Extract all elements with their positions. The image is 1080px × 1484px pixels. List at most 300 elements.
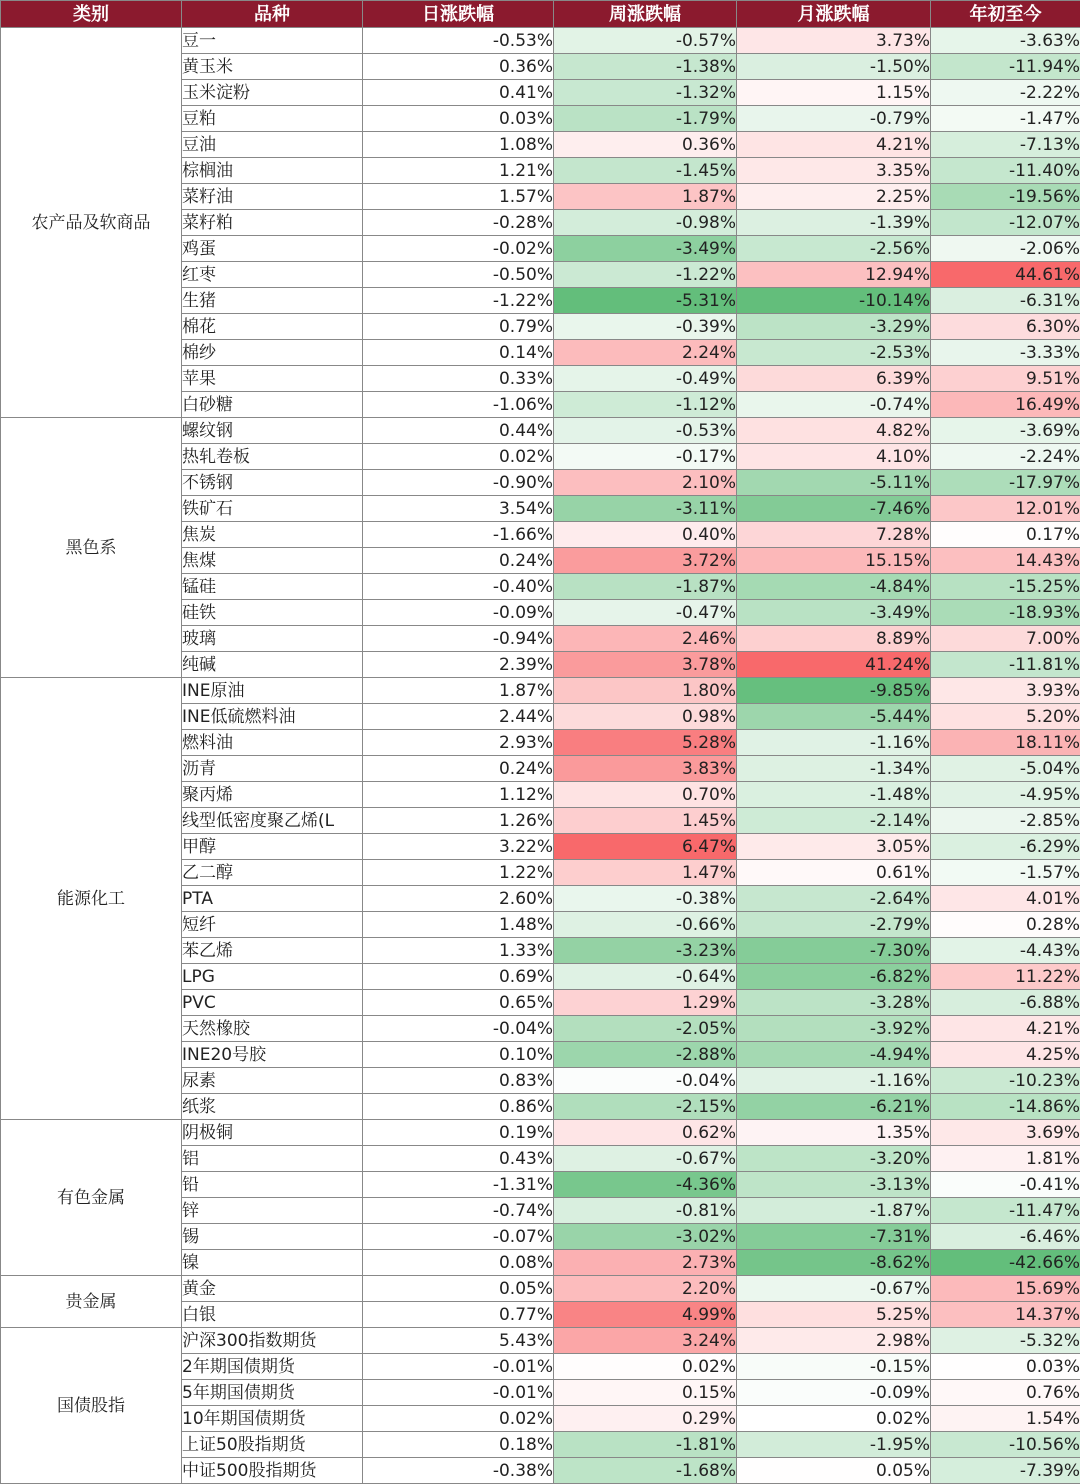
weekly-change-cell: -0.38% [554,886,737,912]
weekly-change-cell: 0.29% [554,1406,737,1432]
weekly-change-cell: -0.39% [554,314,737,340]
ytd-change-cell: -1.57% [931,860,1080,886]
ytd-change-cell: -12.07% [931,210,1080,236]
monthly-change-cell: 7.28% [737,522,931,548]
ytd-change-cell: -4.95% [931,782,1080,808]
ytd-change-cell: -11.47% [931,1198,1080,1224]
weekly-change-cell: 2.73% [554,1250,737,1276]
monthly-change-cell: -4.84% [737,574,931,600]
variety-cell: 玉米淀粉 [182,80,363,106]
daily-change-cell: -0.50% [363,262,554,288]
weekly-change-cell: -3.11% [554,496,737,522]
daily-change-cell: 1.21% [363,158,554,184]
daily-change-cell: 0.02% [363,1406,554,1432]
weekly-change-cell: -1.38% [554,54,737,80]
monthly-change-cell: -1.95% [737,1432,931,1458]
ytd-change-cell: -3.33% [931,340,1080,366]
daily-change-cell: -0.01% [363,1354,554,1380]
ytd-change-cell: -11.40% [931,158,1080,184]
daily-change-cell: 0.14% [363,340,554,366]
ytd-change-cell: -3.63% [931,28,1080,54]
ytd-change-cell: 0.28% [931,912,1080,938]
monthly-change-cell: 0.61% [737,860,931,886]
weekly-change-cell: -5.31% [554,288,737,314]
category-cell: 国债股指 [1,1328,182,1484]
monthly-change-cell: 1.35% [737,1120,931,1146]
weekly-change-cell: 1.80% [554,678,737,704]
weekly-change-cell: -1.87% [554,574,737,600]
weekly-change-cell: -0.98% [554,210,737,236]
weekly-change-cell: 0.98% [554,704,737,730]
ytd-change-cell: -18.93% [931,600,1080,626]
ytd-change-cell: 14.37% [931,1302,1080,1328]
ytd-change-cell: -19.56% [931,184,1080,210]
monthly-change-cell: -6.82% [737,964,931,990]
monthly-change-cell: -0.67% [737,1276,931,1302]
daily-change-cell: 3.54% [363,496,554,522]
weekly-change-cell: -1.45% [554,158,737,184]
daily-change-cell: 1.12% [363,782,554,808]
daily-change-cell: 0.41% [363,80,554,106]
variety-cell: 铁矿石 [182,496,363,522]
category-cell: 有色金属 [1,1120,182,1276]
ytd-change-cell: -5.04% [931,756,1080,782]
weekly-change-cell: 0.36% [554,132,737,158]
monthly-change-cell: 3.05% [737,834,931,860]
header-ytd-change[interactable]: 年初至今 [931,1,1080,28]
variety-cell: 菜籽粕 [182,210,363,236]
category-cell: 能源化工 [1,678,182,1120]
weekly-change-cell: -1.12% [554,392,737,418]
variety-cell: 阴极铜 [182,1120,363,1146]
variety-cell: 黄玉米 [182,54,363,80]
ytd-change-cell: 3.93% [931,678,1080,704]
header-weekly-change[interactable]: 周涨跌幅 [554,1,737,28]
category-cell: 农产品及软商品 [1,28,182,418]
daily-change-cell: -0.07% [363,1224,554,1250]
category-cell: 贵金属 [1,1276,182,1328]
weekly-change-cell: -2.88% [554,1042,737,1068]
ytd-change-cell: -10.56% [931,1432,1080,1458]
daily-change-cell: 0.43% [363,1146,554,1172]
weekly-change-cell: -3.49% [554,236,737,262]
table-row [1,418,1080,444]
weekly-change-cell: 3.24% [554,1328,737,1354]
monthly-change-cell: -3.20% [737,1146,931,1172]
variety-cell: 豆一 [182,28,363,54]
monthly-change-cell: -3.49% [737,600,931,626]
monthly-change-cell: 15.15% [737,548,931,574]
monthly-change-cell: -1.87% [737,1198,931,1224]
ytd-change-cell: 16.49% [931,392,1080,418]
monthly-change-cell: -2.56% [737,236,931,262]
ytd-change-cell: -7.13% [931,132,1080,158]
weekly-change-cell: 1.29% [554,990,737,1016]
header-daily-change[interactable]: 日涨跌幅 [363,1,554,28]
daily-change-cell: -0.90% [363,470,554,496]
monthly-change-cell: -9.85% [737,678,931,704]
ytd-change-cell: -1.47% [931,106,1080,132]
variety-cell: 沥青 [182,756,363,782]
weekly-change-cell: 3.83% [554,756,737,782]
ytd-change-cell: -0.41% [931,1172,1080,1198]
weekly-change-cell: 3.72% [554,548,737,574]
daily-change-cell: 0.44% [363,418,554,444]
variety-cell: PVC [182,990,363,1016]
weekly-change-cell: 4.99% [554,1302,737,1328]
weekly-change-cell: -2.05% [554,1016,737,1042]
daily-change-cell: 3.22% [363,834,554,860]
monthly-change-cell: -1.50% [737,54,931,80]
variety-cell: 线型低密度聚乙烯(L [182,808,363,834]
variety-cell: 黄金 [182,1276,363,1302]
variety-cell: 苹果 [182,366,363,392]
monthly-change-cell: -7.30% [737,938,931,964]
variety-cell: 镍 [182,1250,363,1276]
ytd-change-cell: 1.54% [931,1406,1080,1432]
variety-cell: 铝 [182,1146,363,1172]
daily-change-cell: 0.19% [363,1120,554,1146]
ytd-change-cell: -11.81% [931,652,1080,678]
monthly-change-cell: -1.34% [737,756,931,782]
monthly-change-cell: -4.94% [737,1042,931,1068]
monthly-change-cell: -2.79% [737,912,931,938]
monthly-change-cell: -3.28% [737,990,931,1016]
variety-cell: 乙二醇 [182,860,363,886]
table-row [1,1328,1080,1354]
monthly-change-cell: -8.62% [737,1250,931,1276]
weekly-change-cell: -0.53% [554,418,737,444]
ytd-change-cell: 4.25% [931,1042,1080,1068]
monthly-change-cell: -2.64% [737,886,931,912]
weekly-change-cell: -0.66% [554,912,737,938]
variety-cell: 锌 [182,1198,363,1224]
monthly-change-cell: 2.98% [737,1328,931,1354]
ytd-change-cell: -4.43% [931,938,1080,964]
variety-cell: 上证50股指期货 [182,1432,363,1458]
ytd-change-cell: 4.01% [931,886,1080,912]
ytd-change-cell: 3.69% [931,1120,1080,1146]
weekly-change-cell: 2.24% [554,340,737,366]
ytd-change-cell: -2.06% [931,236,1080,262]
variety-cell: 10年期国债期货 [182,1406,363,1432]
daily-change-cell: -0.09% [363,600,554,626]
ytd-change-cell: -11.94% [931,54,1080,80]
daily-change-cell: -1.66% [363,522,554,548]
variety-cell: INE低硫燃料油 [182,704,363,730]
daily-change-cell: 0.33% [363,366,554,392]
monthly-change-cell: 4.82% [737,418,931,444]
variety-cell: 5年期国债期货 [182,1380,363,1406]
variety-cell: 螺纹钢 [182,418,363,444]
monthly-change-cell: 3.35% [737,158,931,184]
variety-cell: 焦煤 [182,548,363,574]
weekly-change-cell: 1.45% [554,808,737,834]
daily-change-cell: 1.87% [363,678,554,704]
variety-cell: 热轧卷板 [182,444,363,470]
weekly-change-cell: 0.02% [554,1354,737,1380]
ytd-change-cell: 11.22% [931,964,1080,990]
weekly-change-cell: 0.70% [554,782,737,808]
daily-change-cell: -0.40% [363,574,554,600]
weekly-change-cell: 0.62% [554,1120,737,1146]
weekly-change-cell: 0.40% [554,522,737,548]
variety-cell: 甲醇 [182,834,363,860]
ytd-change-cell: -17.97% [931,470,1080,496]
monthly-change-cell: -7.31% [737,1224,931,1250]
variety-cell: 铅 [182,1172,363,1198]
monthly-change-cell: 12.94% [737,262,931,288]
variety-cell: LPG [182,964,363,990]
weekly-change-cell: -0.57% [554,28,737,54]
monthly-change-cell: -3.29% [737,314,931,340]
variety-cell: 棕榈油 [182,158,363,184]
daily-change-cell: 1.26% [363,808,554,834]
variety-cell: 玻璃 [182,626,363,652]
daily-change-cell: 0.69% [363,964,554,990]
variety-cell: 锡 [182,1224,363,1250]
daily-change-cell: -0.74% [363,1198,554,1224]
header-row [1,1,1080,28]
daily-change-cell: 2.39% [363,652,554,678]
ytd-change-cell: 7.00% [931,626,1080,652]
monthly-change-cell: -3.92% [737,1016,931,1042]
weekly-change-cell: -1.68% [554,1458,737,1484]
daily-change-cell: 2.60% [363,886,554,912]
variety-cell: 纯碱 [182,652,363,678]
daily-change-cell: 2.44% [363,704,554,730]
ytd-change-cell: 44.61% [931,262,1080,288]
variety-cell: 尿素 [182,1068,363,1094]
monthly-change-cell: -3.13% [737,1172,931,1198]
variety-cell: 白银 [182,1302,363,1328]
ytd-change-cell: -2.85% [931,808,1080,834]
category-cell: 黑色系 [1,418,182,678]
weekly-change-cell: 5.28% [554,730,737,756]
variety-cell: 燃料油 [182,730,363,756]
ytd-change-cell: 6.30% [931,314,1080,340]
weekly-change-cell: 1.87% [554,184,737,210]
daily-change-cell: 0.83% [363,1068,554,1094]
weekly-change-cell: 0.15% [554,1380,737,1406]
daily-change-cell: -1.06% [363,392,554,418]
monthly-change-cell: -0.15% [737,1354,931,1380]
ytd-change-cell: -6.88% [931,990,1080,1016]
monthly-change-cell: 6.39% [737,366,931,392]
ytd-change-cell: 15.69% [931,1276,1080,1302]
variety-cell: 棉花 [182,314,363,340]
daily-change-cell: 0.24% [363,756,554,782]
table-row [1,1276,1080,1302]
header-variety[interactable]: 品种 [182,1,363,28]
ytd-change-cell: -2.22% [931,80,1080,106]
table-row [1,1120,1080,1146]
weekly-change-cell: -3.23% [554,938,737,964]
weekly-change-cell: -1.22% [554,262,737,288]
weekly-change-cell: -0.49% [554,366,737,392]
ytd-change-cell: 1.81% [931,1146,1080,1172]
daily-change-cell: 0.10% [363,1042,554,1068]
weekly-change-cell: -0.47% [554,600,737,626]
weekly-change-cell: -2.15% [554,1094,737,1120]
daily-change-cell: 0.79% [363,314,554,340]
daily-change-cell: 1.22% [363,860,554,886]
variety-cell: 焦炭 [182,522,363,548]
ytd-change-cell: 0.03% [931,1354,1080,1380]
monthly-change-cell: 0.05% [737,1458,931,1484]
daily-change-cell: -0.04% [363,1016,554,1042]
daily-change-cell: 0.77% [363,1302,554,1328]
daily-change-cell: 2.93% [363,730,554,756]
daily-change-cell: -0.94% [363,626,554,652]
weekly-change-cell: 6.47% [554,834,737,860]
monthly-change-cell: -6.21% [737,1094,931,1120]
weekly-change-cell: -1.81% [554,1432,737,1458]
daily-change-cell: 0.24% [363,548,554,574]
weekly-change-cell: -3.02% [554,1224,737,1250]
table-body [1,28,1080,1484]
monthly-change-cell: -7.46% [737,496,931,522]
monthly-change-cell: -1.16% [737,730,931,756]
variety-cell: PTA [182,886,363,912]
monthly-change-cell: -0.09% [737,1380,931,1406]
monthly-change-cell: 8.89% [737,626,931,652]
ytd-change-cell: -6.46% [931,1224,1080,1250]
weekly-change-cell: -1.79% [554,106,737,132]
variety-cell: 短纤 [182,912,363,938]
monthly-change-cell: -2.14% [737,808,931,834]
ytd-change-cell: -2.24% [931,444,1080,470]
variety-cell: 红枣 [182,262,363,288]
daily-change-cell: 5.43% [363,1328,554,1354]
monthly-change-cell: 1.15% [737,80,931,106]
variety-cell: INE20号胶 [182,1042,363,1068]
monthly-change-cell: -5.11% [737,470,931,496]
table-header [1,1,1080,28]
variety-cell: 棉纱 [182,340,363,366]
variety-cell: 生猪 [182,288,363,314]
ytd-change-cell: -15.25% [931,574,1080,600]
monthly-change-cell: 0.02% [737,1406,931,1432]
daily-change-cell: 0.02% [363,444,554,470]
variety-cell: 苯乙烯 [182,938,363,964]
weekly-change-cell: 2.46% [554,626,737,652]
daily-change-cell: 0.86% [363,1094,554,1120]
variety-cell: 豆粕 [182,106,363,132]
variety-cell: 天然橡胶 [182,1016,363,1042]
monthly-change-cell: -10.14% [737,288,931,314]
monthly-change-cell: -1.48% [737,782,931,808]
ytd-change-cell: -7.39% [931,1458,1080,1484]
weekly-change-cell: 2.10% [554,470,737,496]
monthly-change-cell: -0.79% [737,106,931,132]
daily-change-cell: -0.01% [363,1380,554,1406]
weekly-change-cell: -4.36% [554,1172,737,1198]
variety-cell: INE原油 [182,678,363,704]
ytd-change-cell: 0.76% [931,1380,1080,1406]
variety-cell: 沪深300指数期货 [182,1328,363,1354]
daily-change-cell: 1.08% [363,132,554,158]
monthly-change-cell: 4.21% [737,132,931,158]
monthly-change-cell: -0.74% [737,392,931,418]
daily-change-cell: 0.03% [363,106,554,132]
weekly-change-cell: 2.20% [554,1276,737,1302]
variety-cell: 不锈钢 [182,470,363,496]
monthly-change-cell: 2.25% [737,184,931,210]
weekly-change-cell: 1.47% [554,860,737,886]
ytd-change-cell: 18.11% [931,730,1080,756]
daily-change-cell: -1.22% [363,288,554,314]
monthly-change-cell: 3.73% [737,28,931,54]
ytd-change-cell: 4.21% [931,1016,1080,1042]
daily-change-cell: 1.57% [363,184,554,210]
ytd-change-cell: 12.01% [931,496,1080,522]
monthly-change-cell: -1.16% [737,1068,931,1094]
variety-cell: 菜籽油 [182,184,363,210]
daily-change-cell: 1.48% [363,912,554,938]
weekly-change-cell: -0.81% [554,1198,737,1224]
weekly-change-cell: -1.32% [554,80,737,106]
monthly-change-cell: 4.10% [737,444,931,470]
variety-cell: 鸡蛋 [182,236,363,262]
monthly-change-cell: -5.44% [737,704,931,730]
ytd-change-cell: -42.66% [931,1250,1080,1276]
table-row [1,28,1080,54]
daily-change-cell: 0.36% [363,54,554,80]
ytd-change-cell: -6.31% [931,288,1080,314]
ytd-change-cell: 9.51% [931,366,1080,392]
weekly-change-cell: 3.78% [554,652,737,678]
variety-cell: 纸浆 [182,1094,363,1120]
weekly-change-cell: -0.17% [554,444,737,470]
ytd-change-cell: -5.32% [931,1328,1080,1354]
ytd-change-cell: 14.43% [931,548,1080,574]
variety-cell: 白砂糖 [182,392,363,418]
daily-change-cell: -0.53% [363,28,554,54]
variety-cell: 锰硅 [182,574,363,600]
variety-cell: 2年期国债期货 [182,1354,363,1380]
variety-cell: 聚丙烯 [182,782,363,808]
ytd-change-cell: -14.86% [931,1094,1080,1120]
table-row [1,678,1080,704]
ytd-change-cell: 5.20% [931,704,1080,730]
daily-change-cell: 0.18% [363,1432,554,1458]
ytd-change-cell: 0.17% [931,522,1080,548]
daily-change-cell: -1.31% [363,1172,554,1198]
monthly-change-cell: 41.24% [737,652,931,678]
daily-change-cell: -0.02% [363,236,554,262]
ytd-change-cell: -10.23% [931,1068,1080,1094]
variety-cell: 豆油 [182,132,363,158]
monthly-change-cell: -1.39% [737,210,931,236]
header-monthly-change[interactable]: 月涨跌幅 [737,1,931,28]
variety-cell: 中证500股指期货 [182,1458,363,1484]
variety-cell: 硅铁 [182,600,363,626]
weekly-change-cell: -0.67% [554,1146,737,1172]
daily-change-cell: 0.08% [363,1250,554,1276]
daily-change-cell: -0.38% [363,1458,554,1484]
ytd-change-cell: -3.69% [931,418,1080,444]
daily-change-cell: -0.28% [363,210,554,236]
weekly-change-cell: -0.64% [554,964,737,990]
weekly-change-cell: -0.04% [554,1068,737,1094]
daily-change-cell: 0.05% [363,1276,554,1302]
daily-change-cell: 1.33% [363,938,554,964]
monthly-change-cell: 5.25% [737,1302,931,1328]
ytd-change-cell: -6.29% [931,834,1080,860]
header-category[interactable]: 类别 [1,1,182,28]
monthly-change-cell: -2.53% [737,340,931,366]
